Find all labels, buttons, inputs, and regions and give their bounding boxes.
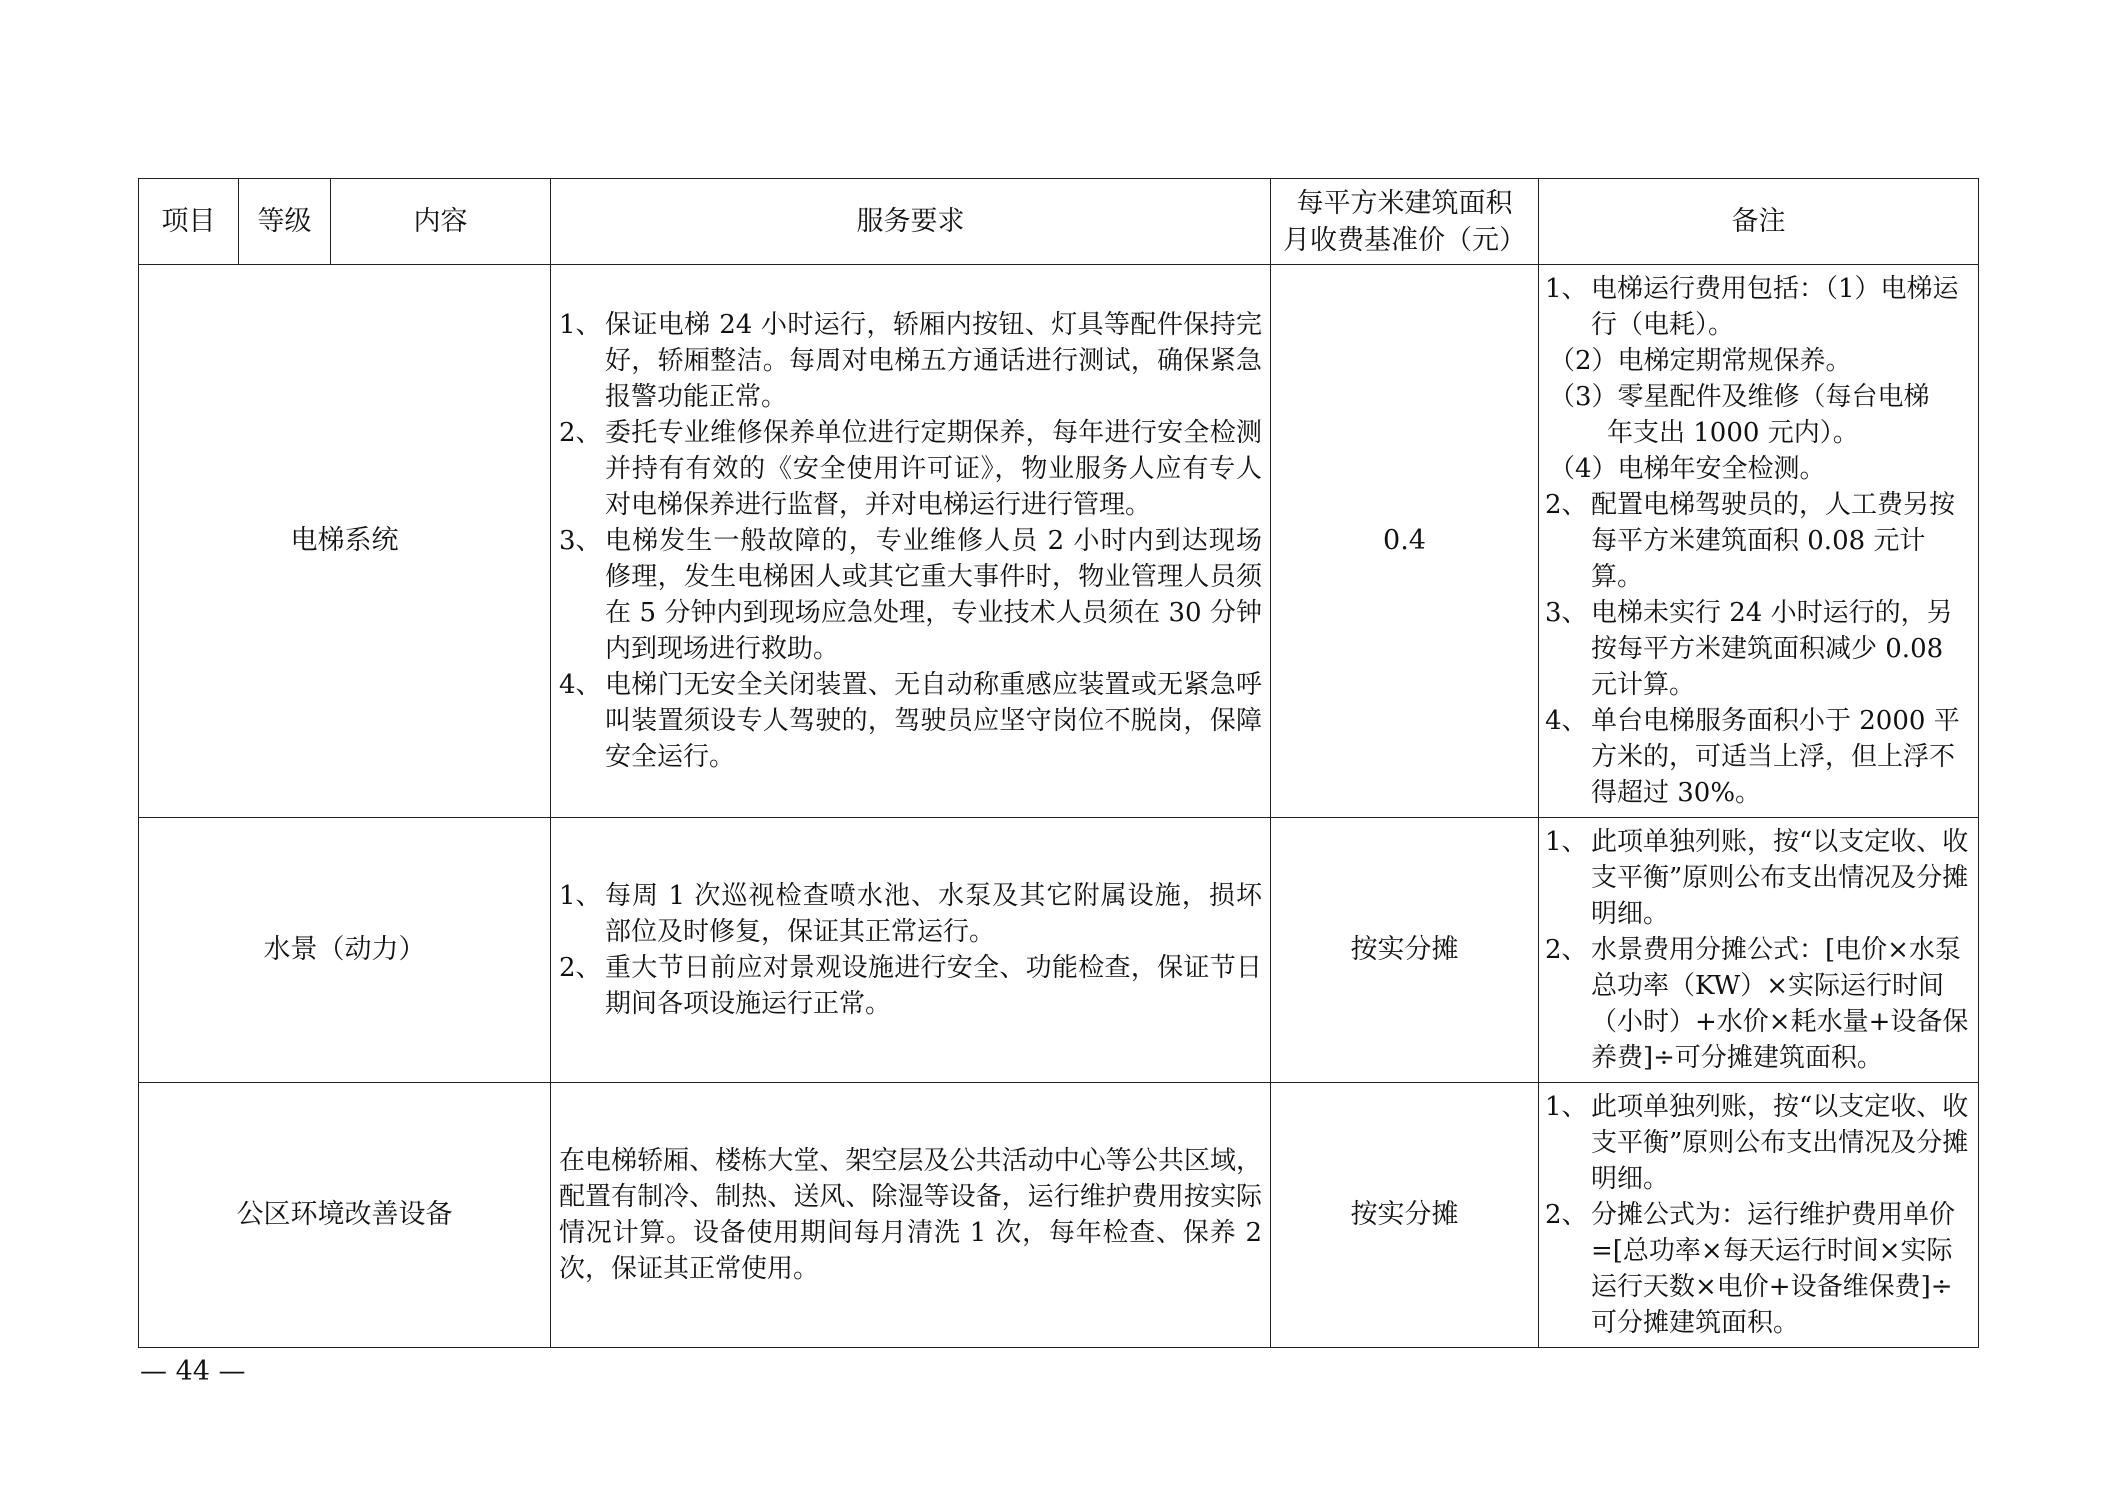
list-item: 2、 水景费用分摊公式：[电价×水泵总功率（KW）×实际运行时间（小时）+水价×耗水量+设备保养费]÷可分摊建筑面积。 <box>1545 935 1969 1073</box>
row-requirements <box>551 265 1271 818</box>
list-item: 3、 电梯发生一般故障的，专业维修人员 2 小时内到达现场修理，发生电梯困人或其它重大事件时，物业管理人员须在 5 分钟内到现场应急处理，专业技术人员须在 30 分钟内到现场进行救助。 <box>559 526 1262 664</box>
note-sub-item: 年支出 1000 元内）。 <box>1607 418 1859 448</box>
row-requirements <box>551 818 1271 1083</box>
header-note: 备注 <box>1539 179 1979 265</box>
header-content: 内容 <box>331 179 551 265</box>
header-price <box>1271 179 1539 265</box>
list-item: 2、 委托专业维修保养单位进行定期保养，每年进行安全检测并持有有效的《安全使用许可证》，物业服务人应有专人对电梯保养进行监督，并对电梯运行进行管理。 <box>559 418 1262 520</box>
header-price-line1: 每平方米建筑面积 <box>1296 187 1513 219</box>
list-item: 1、 电梯运行费用包括：（1）电梯运行（电耗）。 <box>1545 274 1959 340</box>
row-price: 按实分摊 <box>1271 818 1539 1083</box>
page-number: — 44 — <box>140 1356 246 1387</box>
row-name: 电梯系统 <box>139 265 551 818</box>
note-sub-item: （3）零星配件及维修（每台电梯 <box>1549 382 1930 412</box>
row-price: 0.4 <box>1271 265 1539 818</box>
list-item: 1、 此项单独列账，按“以支定收、收支平衡”原则公布支出情况及分摊明细。 <box>1545 827 1969 929</box>
list-item: 2、 分摊公式为：运行维护费用单价=[总功率×每天运行时间×实际运行天数×电价+设备维保费]÷可分摊建筑面积。 <box>1545 1200 1956 1338</box>
list-item: 2、 重大节日前应对景观设施进行安全、功能检查，保证节日期间各项设施运行正常。 <box>559 953 1262 1019</box>
row-name: 水景（动力） <box>139 818 551 1083</box>
row-price: 按实分摊 <box>1271 1083 1539 1348</box>
header-price-line2: 月收费基准价（元） <box>1283 224 1526 256</box>
row-notes <box>1539 1083 1979 1348</box>
list-item: 3、 电梯未实行 24 小时运行的，另按每平方米建筑面积减少 0.08 元计算。 <box>1545 598 1953 700</box>
row-name: 公区环境改善设备 <box>139 1083 551 1348</box>
header-level: 等级 <box>239 179 331 265</box>
table-row <box>139 1083 1979 1348</box>
header-requirement: 服务要求 <box>551 179 1271 265</box>
list-item: 1、 每周 1 次巡视检查喷水池、水泵及其它附属设施，损坏部位及时修复，保证其正常运行。 <box>559 881 1262 947</box>
note-sub-item: （4）电梯年安全检测。 <box>1549 454 1826 484</box>
list-item: 2、 配置电梯驾驶员的，人工费另按每平方米建筑面积 0.08 元计算。 <box>1545 490 1956 592</box>
list-item: 4、 电梯门无安全关闭装置、无自动称重感应装置或无紧急呼叫装置须设专人驾驶的，驾驶员应坚守岗位不脱岗，保障安全运行。 <box>559 670 1262 772</box>
row-notes <box>1539 818 1979 1083</box>
list-item: 1、 保证电梯 24 小时运行，轿厢内按钮、灯具等配件保持完好，轿厢整洁。每周对电梯五方通话进行测试，确保紧急报警功能正常。 <box>559 310 1262 412</box>
header-project: 项目 <box>139 179 239 265</box>
service-fee-table <box>138 178 1979 1348</box>
list-item: 1、 此项单独列账，按“以支定收、收支平衡”原则公布支出情况及分摊明细。 <box>1545 1092 1969 1194</box>
table-header-row <box>139 179 1979 265</box>
table-row <box>139 265 1979 818</box>
table-row <box>139 818 1979 1083</box>
row-requirements: 在电梯轿厢、楼栋大堂、架空层及公共活动中心等公共区域，配置有制冷、制热、送风、除湿等设备，运行维护费用按实际情况计算。设备使用期间每月清洗 1 次，每年检查、保养 2 次，保证其正常使用。 <box>551 1083 1271 1348</box>
row-notes <box>1539 265 1979 818</box>
list-item: 4、 单台电梯服务面积小于 2000 平方米的，可适当上浮，但上浮不得超过 30%。 <box>1545 706 1960 808</box>
note-sub-item: （2）电梯定期常规保养。 <box>1549 346 1852 376</box>
